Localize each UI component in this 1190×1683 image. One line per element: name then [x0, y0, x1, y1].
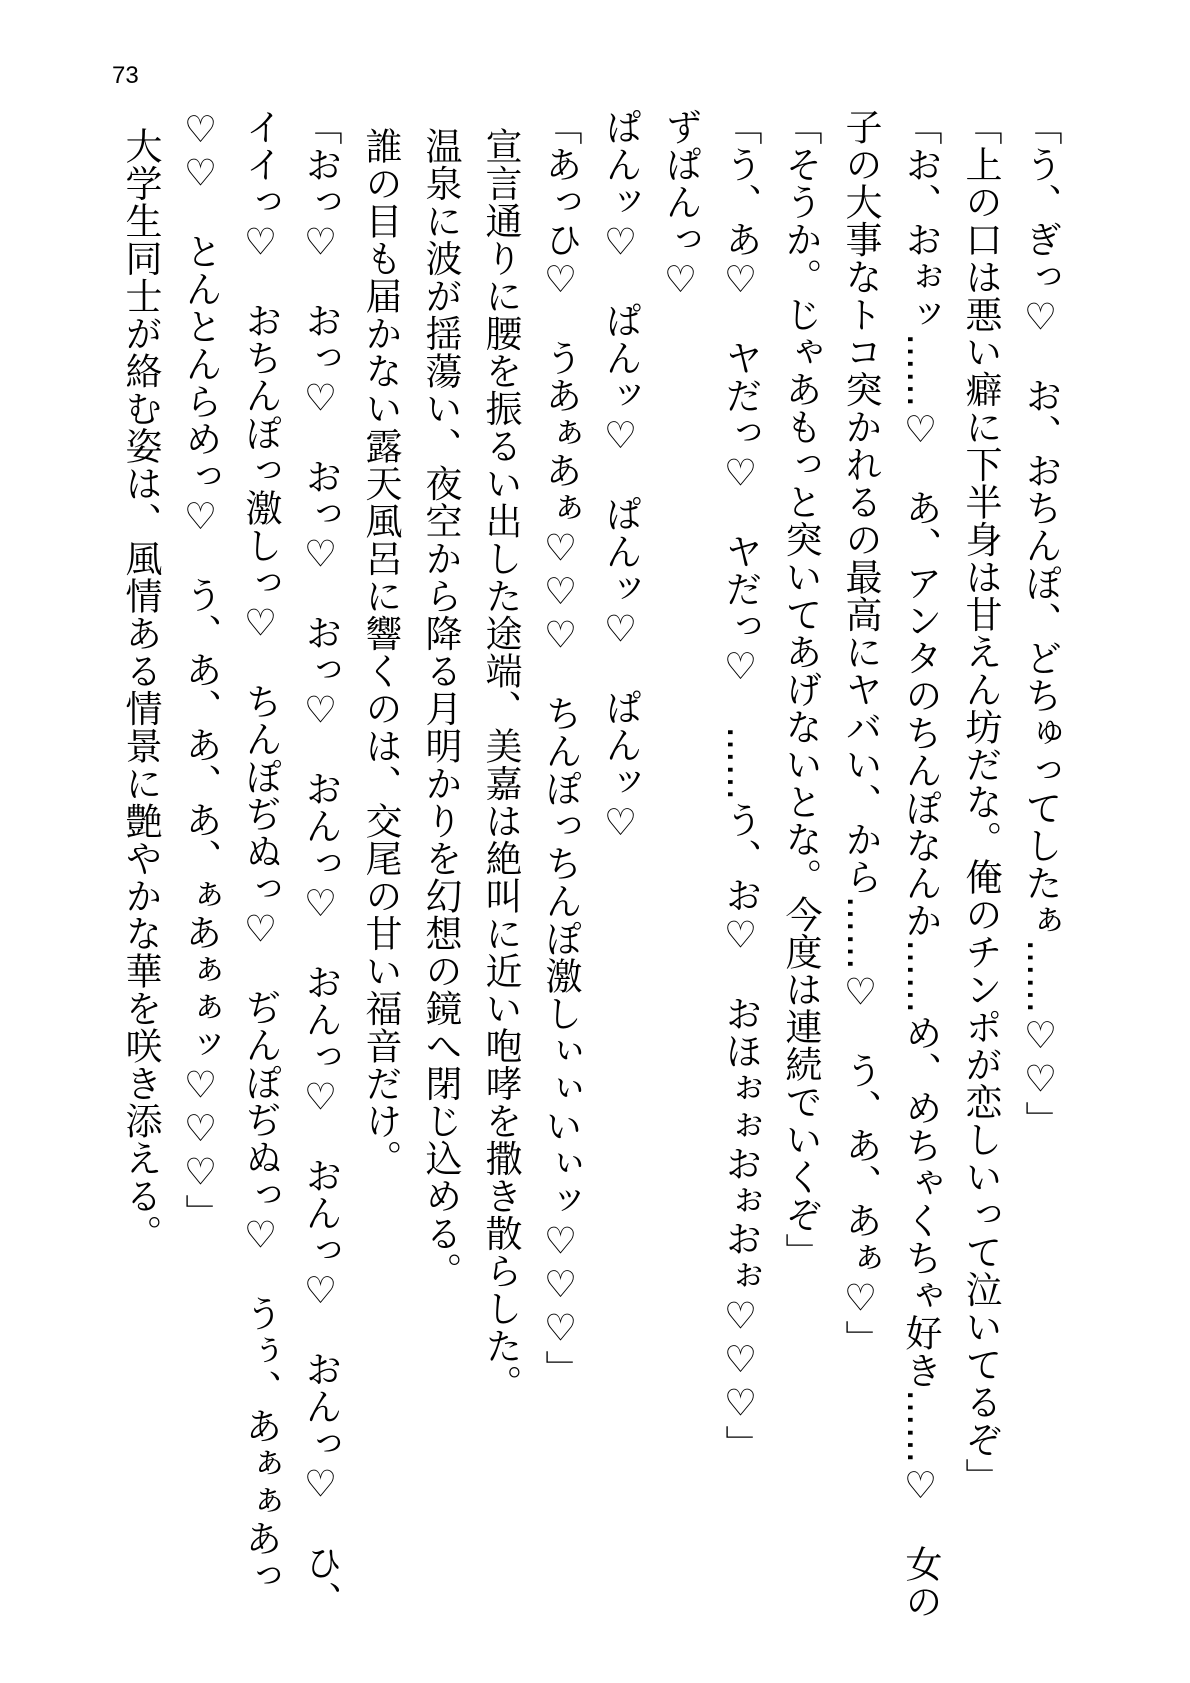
paragraph: 「あっひ♡ うあぁあぁ♡♡♡ ちんぽっちんぽ激しぃぃいぃッ♡♡♡」	[539, 108, 582, 1388]
page-number: 73	[112, 62, 139, 89]
paragraph: 「そうか。じゃあもっと突いてあげないとな。今度は連続でいくぞ」	[779, 108, 822, 1271]
paragraph: 宣言通りに腰を振るい出した途端、美嘉は絶叫に近い咆哮を撒き散らした。	[479, 126, 522, 1402]
paragraph: 温泉に波が揺蕩い、夜空から降る月明かりを幻想の鏡へ閉じ込める。	[419, 126, 462, 1289]
paragraph: ずぱんっ♡	[659, 108, 702, 302]
paragraph: 「お、おぉッ……♡ あ、アンタのちんぽなんか……め、めちゃくちゃ好き……♡ 女の子の大事なトコ突かれるの最高にヤバい、から……♡ う、あ、あぁ♡」	[839, 108, 942, 1620]
paragraph: 「う、あ♡ ヤだっ♡ ヤだっ♡ ……う、お♡ おほぉぉおぉおぉ♡♡♡」	[719, 108, 762, 1463]
vertical-text-body	[110, 108, 1070, 1648]
paragraph: 「おっ♡ おっ♡ おっ♡ おっ♡ おんっ♡ おんっ♡ おんっ♡ おんっ♡ ひ、イイっ♡ おちんぽっ激しっ♡ ちんぽぢぬっ♡ ぢんぽぢぬっ♡ うぅ、あぁぁあっ♡♡ とんとんらめっ♡ う、あ、あ、あ、ぁあぁぁッ♡♡♡」	[179, 108, 342, 1619]
paragraph: 「う、ぎっ♡ お、おちんぽ、どちゅってしたぁ……♡♡」	[1019, 108, 1062, 1139]
paragraph: 誰の目も届かない露天風呂に響くのは、交尾の甘い福音だけ。	[359, 126, 402, 1177]
paragraph: 「上の口は悪い癖に下半身は甘えん坊だな。俺のチンポが恋しいって泣いてるぞ」	[959, 108, 1002, 1496]
paragraph: ぱんッ♡ ぱんッ♡ ぱんッ♡ ぱんッ♡	[599, 108, 642, 845]
paragraph: 大学生同士が絡む姿は、風情ある情景に艶やかな華を咲き添える。	[119, 126, 162, 1252]
